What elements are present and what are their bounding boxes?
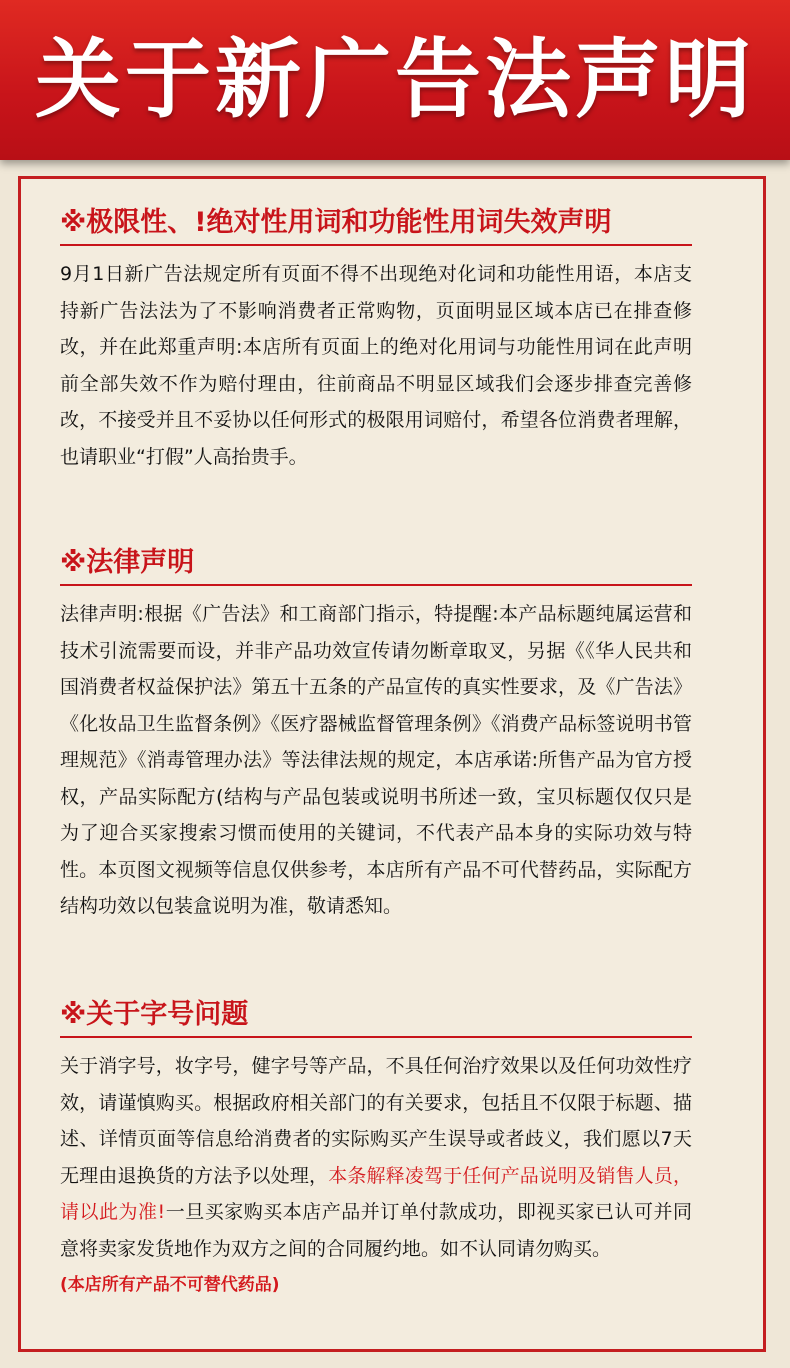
section-body: 9月1日新广告法规定所有页面不得不出现绝对化词和功能性用语，本店支持新广告法法为了不影响消费者正常购物，页面明显区域本店已在排查修改，并在此郑重声明:本店所有页面上的绝对化用词与功能性用词在此声明前全部失效不作为赔付理由，往前商品不明显区域我们会逐步排查完善修改，不接受并且不妥协以任何形式的极限用词赔付，希望各位消费者理解，也请职业“打假”人高抬贵手。 (60, 263, 692, 468)
medicine-disclaimer-note: (本店所有产品不可替代药品) (60, 1275, 280, 1295)
section-title: ※极限性、!绝对性用词和功能性用词失效声明 (60, 204, 692, 246)
section-title: ※关于字号问题 (60, 996, 692, 1038)
section-license-number (60, 996, 692, 1303)
section-legal-statement (60, 544, 692, 925)
body-highlight-text: 本条解释凌驾于任何产品说明及销售人员，请以此为准! (60, 1164, 692, 1223)
body-text: 一旦买家购买本店产品并订单付款成功，即视买家已认可并同意将卖家发货地作为双方之间的合同履约地。如不认同请勿购买。 (60, 1201, 692, 1260)
section-body (60, 1048, 692, 1267)
section-body: 法律声明:根据《广告法》和工商部门指示，特提醒:本产品标题纯属运营和技术引流需要而设，并非产品功效宣传请勿断章取叉，另据《《华人民共和国消费者权益保护法》第五十五条的产品宣传的真实性要求，及《广告法》《化妆品卫生监督条例》《医疗器械监督管理条例》《消费产品标签说明书管理规范》《消毒管理办法》等法律法规的规定，本店承诺:所售产品为官方授权，产品实际配方(结构与产品包装或说明书所述一致，宝贝标题仅仅只是为了迎合买家搜索习惯而使用的关键词，不代表产品本身的实际功效与特性。本页图文视频等信息仅供参考，本店所有产品不可代替药品，实际配方结构功效以包装盒说明为准，敬请悉知。 (60, 603, 692, 917)
section-title: ※法律声明 (60, 544, 692, 586)
body-text: 关于消字号，妆字号，健字号等产品，不具任何治疗效果以及任何功效性疗效，请谨慎购买。根据政府相关部门的有关要求，包括且不仅限于标题、描述、详情页面等信息给消费者的实际购买产生误导或者歧义，我们愿以7天无理由退换货的方法予以处理， (60, 1055, 692, 1187)
page-title: 关于新广告法声明 (35, 30, 755, 130)
header-banner (0, 0, 790, 160)
section-absolute-terms (60, 204, 692, 475)
